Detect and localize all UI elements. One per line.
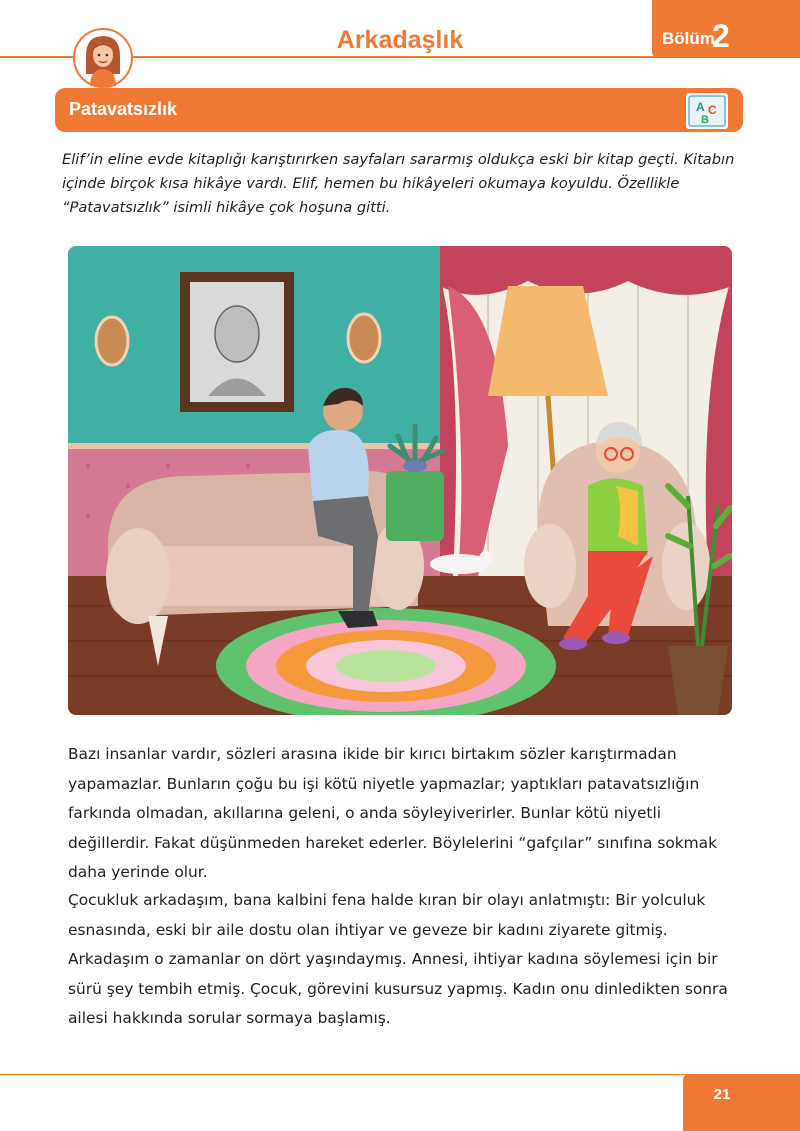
section-header — [55, 88, 743, 132]
body-paragraph-2: Çocukluk arkadaşım, bana kalbini fena halde kıran bir olayı anlatmıştı: Bir yolculuk esnasında, eski bir aile dostu olan ihtiyar ve geveze bir kadını ziyarete gitmiş. Arkadaşım o zamanlar on dört yaşındaymış. Annesi, ihtiyar kadına söylemesi için bir sürü şey tembih etmiş. Çocuk, görevini kusursuz yapmış. Kadın onu dinledikten sonra ailesi hakkında sorular sormaya başlamış. — [68, 891, 728, 1028]
footer-rule — [0, 1074, 800, 1075]
svg-text:C: C — [708, 103, 717, 117]
chapter-number: 2 — [712, 18, 730, 54]
page-title: Arkadaşlık — [336, 26, 464, 54]
section-title: Patavatsızlık — [69, 99, 178, 119]
body-paragraph-1: Bazı insanlar vardır, sözleri arasına ikide bir kırıcı birtakım sözler karıştırmadan yapamazlar. Bunların çoğu bu işi kötü niyetle yapmazlar; yaptıkları patavatsızlığın farkında olmadan, akıllarına geleni, o anda söyleyiverirler. Bunlar kötü niyetli değillerdir. Fakat düşünmeden hareket ederler. Böylelerini “gafçılar” sınıfına sokmak daha yerinde olur. — [68, 745, 718, 882]
living-room-scene — [68, 246, 732, 715]
page-number-tab — [683, 1074, 800, 1131]
intro-paragraph: Elif’in eline evde kitaplığı karıştırırken sayfaları sararmış oldukça eski bir kitap geçti. Kitabın içinde birçok kısa hikâye vardı. Elif, hemen bu hikâyeleri okumaya koyuldu. Özellikle “Patavatsızlık” isimli hikâye çok hoşuna gitti. — [62, 151, 735, 216]
abc-blocks-icon — [685, 92, 729, 130]
chapter-label: Bölüm — [662, 29, 715, 48]
svg-text:B: B — [701, 114, 709, 126]
page-number: 21 — [713, 1086, 731, 1103]
story-illustration — [68, 246, 732, 715]
svg-text:A: A — [696, 100, 705, 114]
